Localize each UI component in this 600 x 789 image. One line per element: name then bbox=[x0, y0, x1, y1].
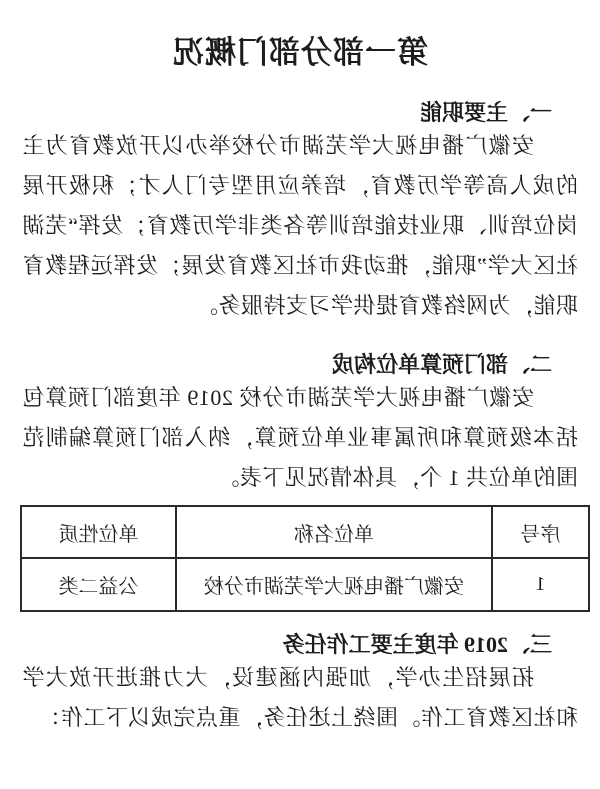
cell-unit-name: 安徽广播电视大学芜湖市分校 bbox=[176, 558, 492, 611]
budget-units-table bbox=[20, 505, 590, 612]
section-1-heading: 一、主要职能 bbox=[419, 100, 552, 125]
cell-unit-type: 公益二类 bbox=[21, 558, 176, 611]
document-title: 第一部分部门概况 bbox=[172, 35, 428, 70]
section-1-paragraph: 安徽广播电视大学芜湖市分校举办以开放教育为主的成人高等学历教育，培养应用型专门人才；积极开展岗位培训、职业技能培训等各类非学历教育；发挥“芜湖社区大学”职能，推动我市社区教育发展；发挥远程教育职能，为网络教育提供学习支持服务。 bbox=[22, 133, 578, 318]
section-3-heading: 三、2019 年度主要工作任务 bbox=[282, 632, 552, 657]
column-header-serial-number: 序号 bbox=[492, 506, 589, 558]
table-header-row bbox=[21, 506, 589, 558]
section-2-paragraph: 安徽广播电视大学芜湖市分校 2019 年度部门预算包括本级预算和所属事业单位预算，纳入部门预算编制范围的单位共 1 个，具体情况见下表。 bbox=[22, 385, 578, 490]
section-2-heading: 二、部门预算单位构成 bbox=[331, 352, 552, 377]
cell-serial-number: 1 bbox=[492, 558, 589, 611]
column-header-unit-name: 单位名称 bbox=[176, 506, 492, 558]
section-3-paragraph: 拓展招生办学，加强内涵建设，大力推进开放大学和社区教育工作。围绕上述任务，重点完成以下工作： bbox=[22, 665, 578, 730]
table-row bbox=[21, 558, 589, 611]
column-header-unit-type: 单位性质 bbox=[21, 506, 176, 558]
